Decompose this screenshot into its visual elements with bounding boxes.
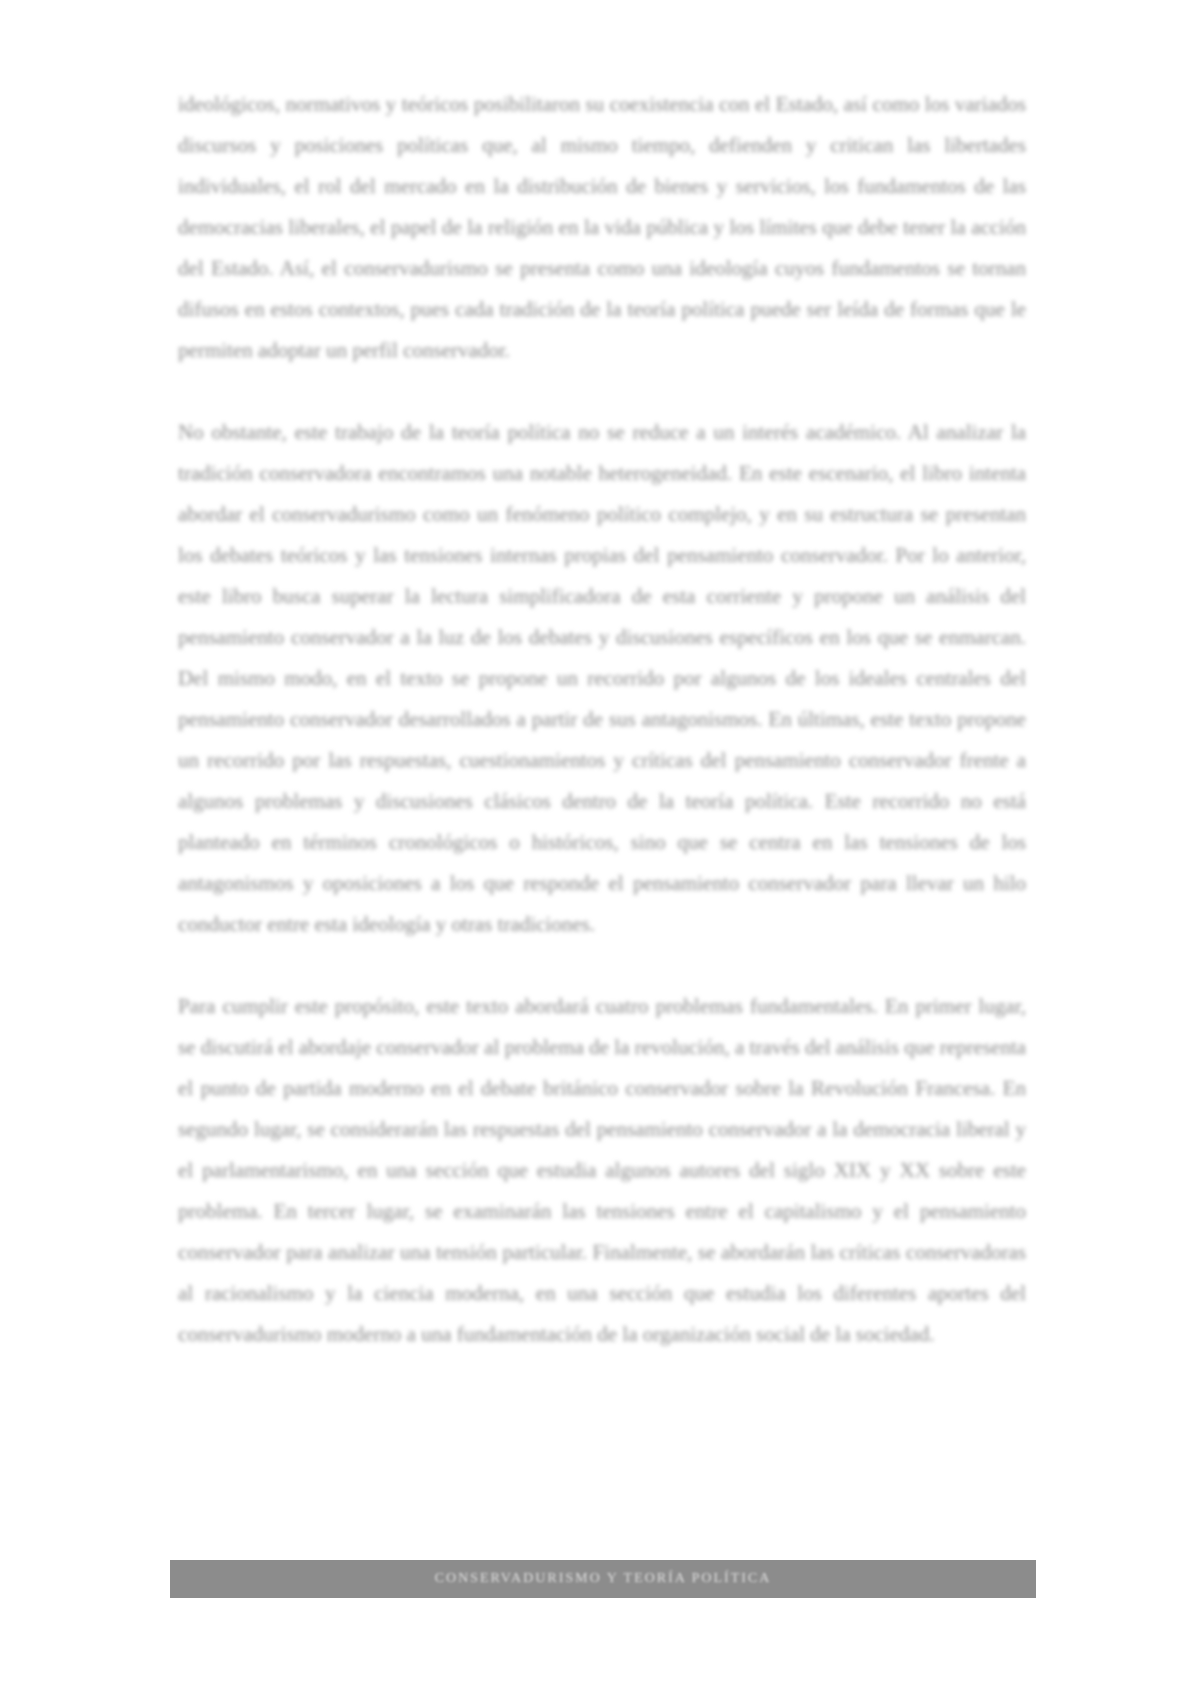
body-text: [178, 84, 1026, 1396]
paragraph-3: Para cumplir este propósito, este texto abordará cuatro problemas fundamentales. En primer lugar, se discutirá el abordaje conservador al problema de la revolución, a través del análisis que representa el punto de partida moderno en el debate británico conservador sobre la Revolución Francesa. En segundo lugar, se considerarán las respuestas del pensamiento conservador a la democracia liberal y el parlamentarismo, en una sección que estudia algunos autores del siglo XIX y XX sobre este problema. En tercer lugar, se examinarán las tensiones entre el capitalismo y el pensamiento conservador para analizar una tensión particular. Finalmente, se abordarán las críticas conservadoras al racionalismo y la ciencia moderna, en una sección que estudia los diferentes aportes del conservadurismo moderno a una fundamentación de la organización social de la sociedad.: [178, 994, 1026, 1346]
paragraph-2: No obstante, este trabajo de la teoría política no se reduce a un interés académico. Al analizar la tradición conservadora encontramos una notable heterogeneidad. En este escenario, el libro intenta abordar el conservadurismo como un fenómeno político complejo, y en su estructura se presentan los debates teóricos y las tensiones internas propias del pensamiento conservador. Por lo anterior, este libro busca superar la lectura simplificadora de esta corriente y propone un análisis del pensamiento conservador a la luz de los debates y discusiones específicos en los que se enmarcan. Del mismo modo, en el texto se propone un recorrido por algunos de los ideales centrales del pensamiento conservador desarrollados a partir de sus antagonismos. En últimas, este texto propone un recorrido por las respuestas, cuestionamientos y críticas del pensamiento conservador frente a algunos problemas y discusiones clásicos dentro de la teoría política. Este recorrido no está planteado en términos cronológicos o históricos, sino que se centra en las tensiones de los antagonismos y oposiciones a los que responde el pensamiento conservador para llevar un hilo conductor entre esta ideología y otras tradiciones.: [178, 420, 1026, 936]
footer-bar: [170, 1560, 1036, 1598]
paragraph-1: ideológicos, normativos y teóricos posibilitaron su coexistencia con el Estado, así como los variados discursos y posiciones políticas que, al mismo tiempo, defienden y critican las libertades individuales, el rol del mercado en la distribución de bienes y servicios, los fundamentos de las democracias liberales, el papel de la religión en la vida pública y los límites que debe tener la acción del Estado. Así, el conservadurismo se presenta como una ideología cuyos fundamentos se tornan difusos en estos contextos, pues cada tradición de la teoría política puede ser leída de formas que le permiten adoptar un perfil conservador.: [178, 92, 1026, 362]
footer-label: CONSERVADURISMO Y TEORÍA POLÍTICA: [434, 1571, 772, 1586]
